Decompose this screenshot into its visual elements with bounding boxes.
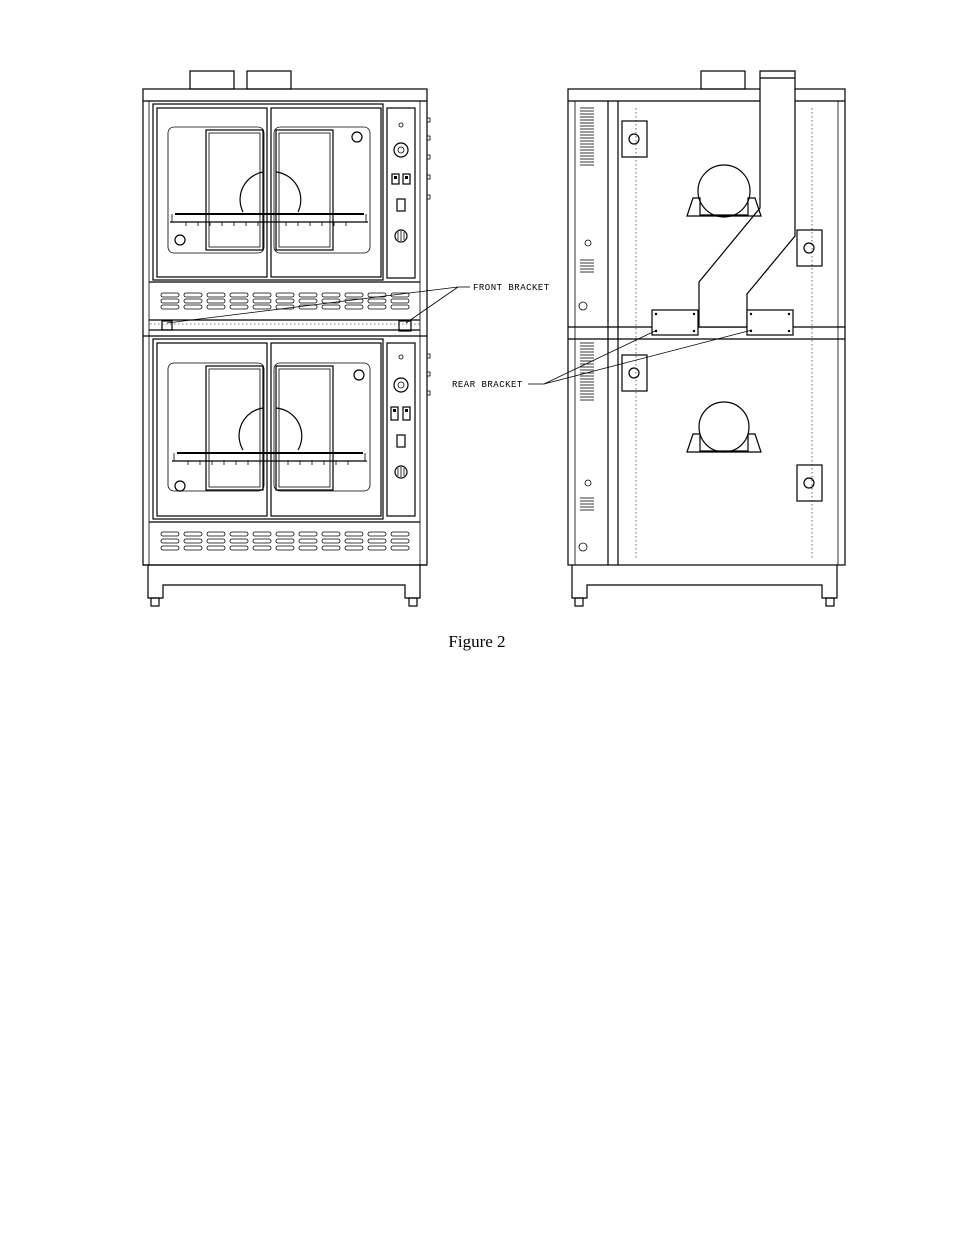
lower-door-frame	[153, 339, 383, 519]
vent-slot	[368, 532, 386, 536]
vent-slot	[253, 539, 271, 543]
vent-slot	[322, 532, 340, 536]
vent-slot	[276, 293, 294, 297]
side-stand	[572, 565, 837, 598]
lower-switch-2	[403, 407, 410, 420]
vent-slot	[345, 293, 363, 297]
vent-slot	[391, 305, 409, 309]
vent-slot	[391, 539, 409, 543]
vent-slot	[161, 539, 179, 543]
upper-control-panel	[387, 108, 415, 278]
rear-bracket-label: REAR BRACKET	[452, 380, 523, 390]
vent-slot	[207, 299, 225, 303]
vent-slot	[184, 293, 202, 297]
vent-slot	[391, 532, 409, 536]
front-stand	[148, 565, 420, 598]
vent-slot	[184, 539, 202, 543]
upper-door-frame	[153, 104, 383, 280]
front-foot-right	[409, 598, 417, 606]
vent-slot	[253, 293, 271, 297]
vent-slot	[207, 293, 225, 297]
vent-slot	[299, 539, 317, 543]
vent-slot	[322, 293, 340, 297]
lower-thermostat-knob	[394, 378, 408, 392]
vent-slot	[161, 532, 179, 536]
vent-slot	[276, 539, 294, 543]
vent-slot	[184, 305, 202, 309]
gas-box-upper-left	[622, 121, 647, 157]
vent-slot	[207, 539, 225, 543]
lower-switch-1	[391, 407, 398, 420]
vent-slot	[207, 532, 225, 536]
upper-fan-motor	[698, 165, 750, 217]
rear-bracket-left	[652, 310, 698, 335]
side-view	[568, 71, 845, 606]
vent-slot	[184, 546, 202, 550]
vent-slot	[368, 539, 386, 543]
vent-slot	[253, 532, 271, 536]
gas-box-upper-right	[797, 230, 822, 266]
vent-slot	[161, 299, 179, 303]
side-foot-left	[575, 598, 583, 606]
vent-slot	[161, 293, 179, 297]
flue-collar-left	[190, 71, 234, 89]
vent-slot	[253, 305, 271, 309]
vent-slot	[345, 532, 363, 536]
vent-slot	[299, 299, 317, 303]
vent-slot	[368, 305, 386, 309]
vent-slot	[322, 305, 340, 309]
vent-slot	[391, 546, 409, 550]
vent-slot	[276, 546, 294, 550]
vent-slot	[230, 532, 248, 536]
front-foot-left	[151, 598, 159, 606]
lower-fan-motor	[699, 402, 749, 452]
vent-slot	[368, 546, 386, 550]
front-cabinet	[143, 89, 427, 565]
vent-slot	[391, 299, 409, 303]
side-flue-collar	[701, 71, 745, 89]
vent-slot	[184, 299, 202, 303]
vent-slot	[345, 546, 363, 550]
upper-indicator	[397, 199, 405, 211]
vent-slot	[230, 293, 248, 297]
side-louvers	[580, 108, 594, 510]
lower-indicator	[397, 435, 405, 447]
vent-slot	[253, 299, 271, 303]
vent-slot	[299, 293, 317, 297]
middle-vent-louvers	[161, 293, 409, 309]
vent-slot	[161, 305, 179, 309]
vent-slot	[230, 299, 248, 303]
vent-slot	[161, 546, 179, 550]
vent-slot	[345, 539, 363, 543]
bottom-vent-louvers	[161, 532, 409, 550]
flue-collar-right	[247, 71, 291, 89]
vent-slot	[253, 546, 271, 550]
lower-control-panel	[387, 343, 415, 516]
rear-bracket-right	[747, 310, 793, 335]
vent-slot	[230, 539, 248, 543]
vent-slot	[345, 305, 363, 309]
vent-slot	[230, 546, 248, 550]
figure-caption: Figure 2	[448, 632, 506, 651]
vent-slot	[276, 299, 294, 303]
vent-slot	[299, 532, 317, 536]
vent-slot	[184, 532, 202, 536]
vent-slot	[207, 546, 225, 550]
vent-slot	[230, 305, 248, 309]
vent-slot	[322, 546, 340, 550]
vent-slot	[276, 532, 294, 536]
gas-box-lower-right	[797, 465, 822, 501]
vent-slot	[322, 539, 340, 543]
front-view	[143, 71, 430, 606]
vent-slot	[368, 299, 386, 303]
vent-slot	[299, 546, 317, 550]
vent-slot	[207, 305, 225, 309]
side-foot-right	[826, 598, 834, 606]
front-bracket-label: FRONT BRACKET	[473, 283, 550, 293]
upper-thermostat-knob	[394, 143, 408, 157]
